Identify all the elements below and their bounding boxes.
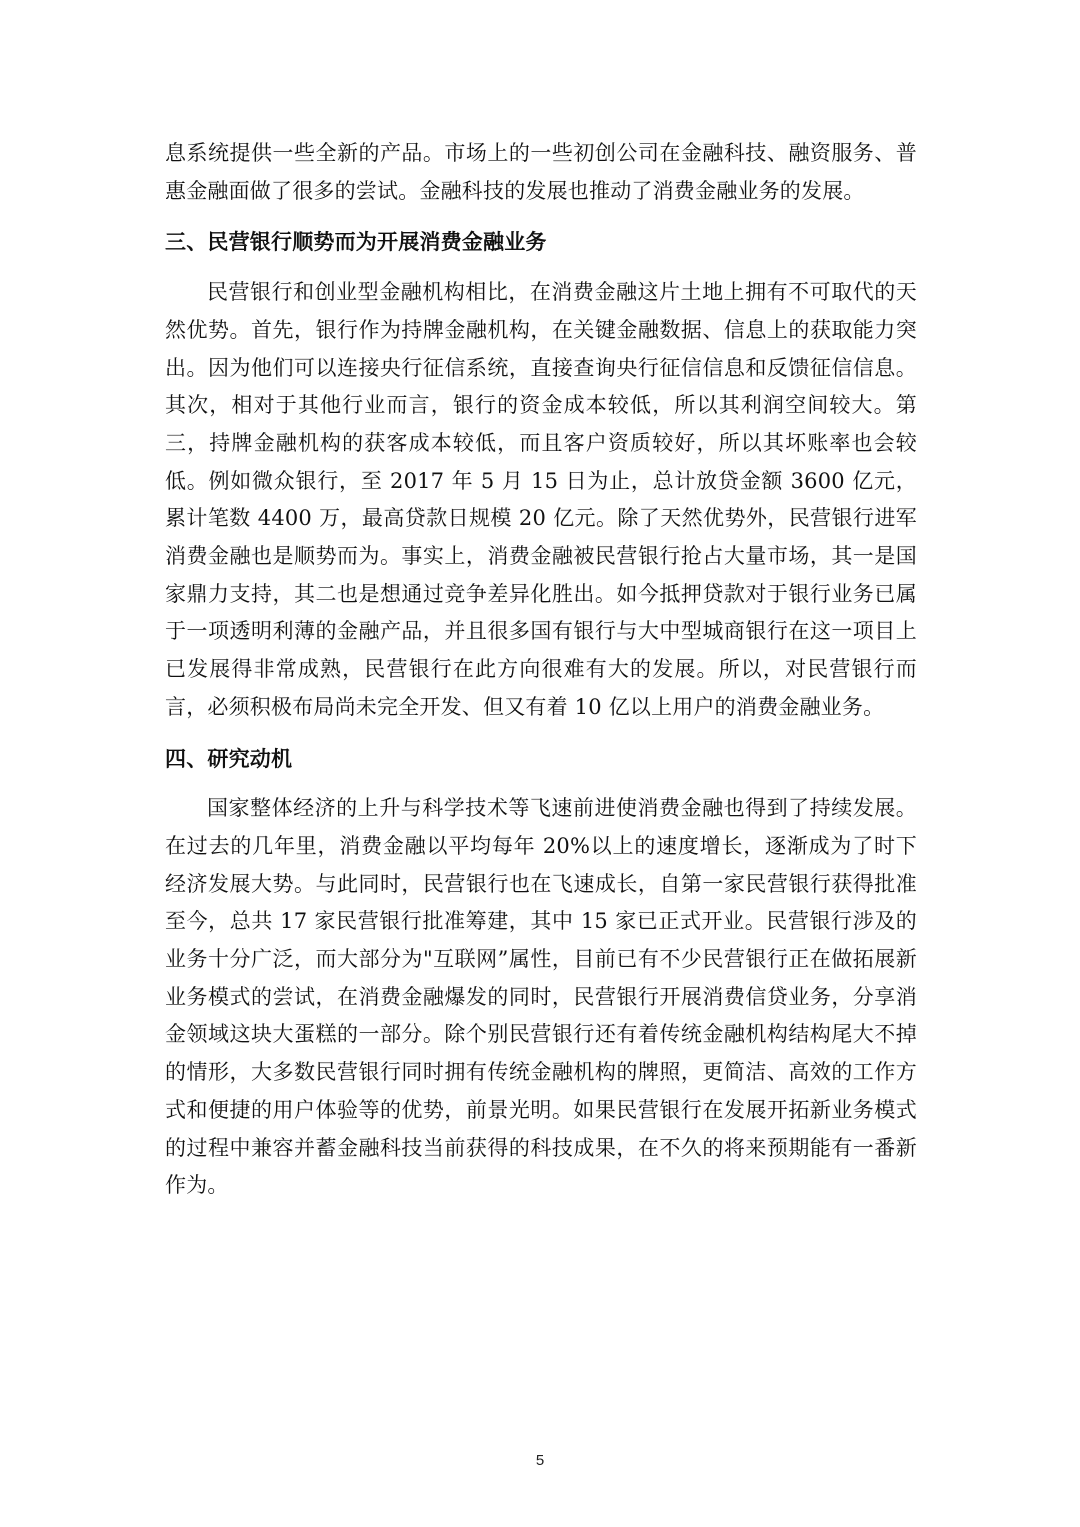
page-body <box>165 135 917 1205</box>
section-heading-3: 三、民营银行顺势而为开展消费金融业务 <box>165 229 547 255</box>
page-number: 5 <box>535 1452 545 1469</box>
intro-paragraph: 息系统提供一些全新的产品。市场上的一些初创公司在金融科技、融资服务、普惠金融面做了很多的尝试。金融科技的发展也推动了消费金融业务的发展。 <box>165 141 917 203</box>
section-3-paragraph: 民营银行和创业型金融机构相比，在消费金融这片土地上拥有不可取代的天然优势。首先，银行作为持牌金融机构，在关键金融数据、信息上的获取能力突出。因为他们可以连接央行征信系统，直接查询央行征信信息和反馈征信信息。其次，相对于其他行业而言，银行的资金成本较低，所以其利润空间较大。第三，持牌金融机构的获客成本较低，而且客户资质较好，所以其坏账率也会较低。例如微众银行，至 2017 年 5 月 15 日为止，总计放贷金额 3600 亿元，累计笔数 4400 万，最高贷款日规模 20 亿元。除了天然优势外，民营银行进军消费金融也是顺势而为。事实上，消费金融被民营银行抢占大量市场，其一是国家鼎力支持，其二也是想通过竞争差异化胜出。如今抵押贷款对于银行业务已属于一项透明利薄的金融产品，并且很多国有银行与大中型城商银行在这一项目上已发展得非常成熟，民营银行在此方向很难有大的发展。所以，对民营银行而言，必须积极布局尚未完全开发、但又有着 10 亿以上用户的消费金融业务。 <box>165 280 917 719</box>
section-heading-4: 四、研究动机 <box>165 745 293 771</box>
section-4-paragraph: 国家整体经济的上升与科学技术等飞速前进使消费金融也得到了持续发展。在过去的几年里，消费金融以平均每年 20%以上的速度增长，逐渐成为了时下经济发展大势。与此同时，民营银行也在飞速成长，自第一家民营银行获得批准至今，总共 17 家民营银行批准筹建，其中 15 家已正式开业。民营银行涉及的业务十分广泛，而大部分为"互联网”属性，目前已有不少民营银行正在做拓展新业务模式的尝试，在消费金融爆发的同时，民营银行开展消费信贷业务，分享消金领域这块大蛋糕的一部分。除个别民营银行还有着传统金融机构结构尾大不掉的情形，大多数民营银行同时拥有传统金融机构的牌照，更简洁、高效的工作方式和便捷的用户体验等的优势，前景光明。如果民营银行在发展开拓新业务模式的过程中兼容并蓄金融科技当前获得的科技成果，在不久的将来预期能有一番新作为。 <box>165 796 917 1198</box>
